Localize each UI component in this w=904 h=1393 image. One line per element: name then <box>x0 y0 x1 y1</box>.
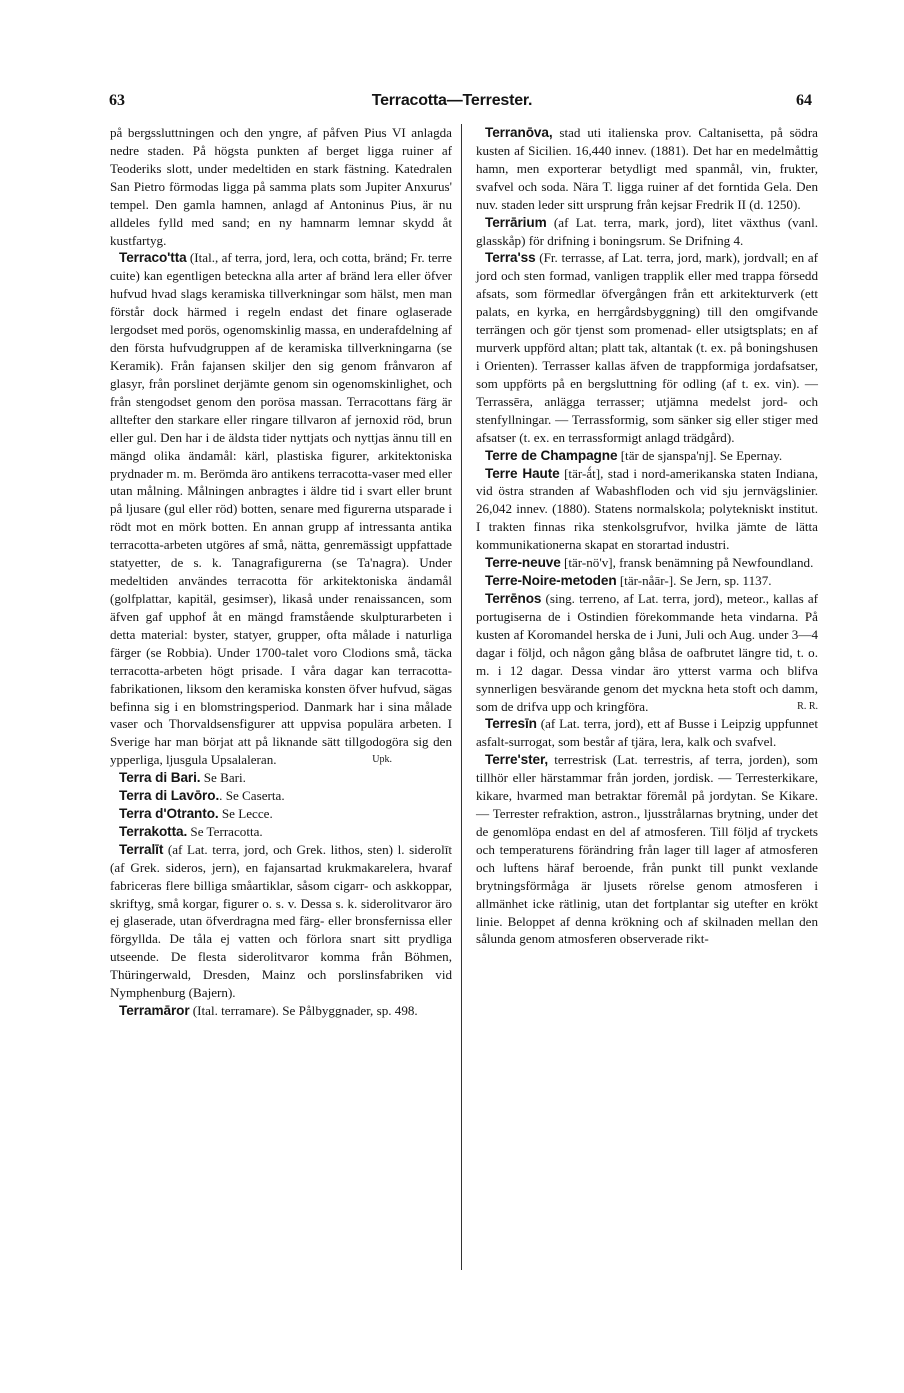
entry-terramaror <box>110 1002 452 1020</box>
entry-terre-neuve <box>476 554 818 572</box>
entry-headword: Terre de Champagne <box>485 447 618 463</box>
entry-headword: Terresīn <box>485 716 537 732</box>
signature-rr: R. R. <box>797 700 818 712</box>
entry-terralit <box>110 841 452 1002</box>
entry-text: Se Bari. <box>200 770 246 786</box>
page-number-left: 63 <box>109 92 125 109</box>
entry-headword: Terralīt <box>119 841 164 857</box>
entry-headword: Terramāror <box>119 1003 190 1019</box>
entry-text: (af Lat. terra, jord), ett af Busse i Leipzig uppfunnet asfalt-surrogat, som består af tjära, lera, kalk och svafvel. <box>476 716 818 750</box>
entry-terre-haute <box>476 465 818 555</box>
entry-text: (Ital., af terra, jord, lera, och cotta, bränd; Fr. terre cuite) kan egentligen betecknа alla arter af bränd lera eller öfver hufvud hvad slags keramiska tillverkningar som hälst, men man förstår dock härmed i regeln endast det finare oglaserade lergodset med porös, ogenomskinlig massa, en underafdelning af den första hufvudgruppen af de keramiska tillverkningarna (se Keramik). Från fajansen skiljer den sig genom frånvaron af glasyr, från porslinet derjämte genom sin ogenomskinlighet, och från stengodset genom den porösa massan. Terracottans färg är alltefter den starkare eller ringare tillvaron af jernoxid röd, brun eller gul. Den har i de äldsta tider nyttjats och nyttjas ännu till en mängd olika ändamål: kärl, plastiska figurer, arkitektoniska prydnader m. m. Berömda äro antikens terracotta-vaser med eller utan målning. Målningen anbragtes i äldre tid i svart eller brunt på ljusare (gul eller röd) botten, senare med figurerna utsparade i rödt mot en mörk botten. En annan grupp af intressanta antika terracotta-arbeten utgöres af små, nätta, genremässigt uppfattade statyetter, de s. k. Tanagrafigurerna (se Ta'nagra). Under medeltiden användes terracotta för arkitektoniska ändamål (golfplattar, kapitäl, gesimser), likaså under renaissancen, som äfven gaf upphof åt en mängd framstående skulpturarbeten i detta material: byster, statyer, grupper, ofta målade i naturliga färger (se Robbia). Under 1700-talet voro Clodions små, täcka terracotta-arbeten högt prisade. I våra dagar kan terracotta-fabrikationen, liksom den keramiska konsten öfver hufvud, sägas befinna sig i en blomstringsperiod. Danmark har i sina målade vaser och Thorvaldsensfigurer att uppvisa populära arbeten. I Sverige har man börjat att på liknande sätt tillgodogöra sig den ypperliga, ljusgula Upsalaleran. <box>110 250 452 768</box>
entry-text: Se Lecce. <box>218 805 273 821</box>
entry-terre-noire-metoden <box>476 572 818 590</box>
entry-headword: Terrārium <box>485 214 547 230</box>
entry-headword: Terre-neuve <box>485 555 561 571</box>
entry-terra-di-lavoro <box>110 787 452 805</box>
entry-text: (af Lat. terra, mark, jord), litet växthus (vanl. glasskåp) för drifning i boningsrum. Se Drifning 4. <box>476 214 818 248</box>
entry-text: (Fr. terrasse, af Lat. terra, jord, mark), jordvall; en af jord och sten formad, vanligen trapplik eller med trappa försedd afsats, som förmedlar öfvergången från ett arkitekturverk (ett palats, en kyrka, en herrgårdsbyggning) till den omgifvande terrängen och gör tjenst som promenad- eller utsigtsplats; en af murverk uppförd altan; platt tak, altantak (t. ex. på boningshusen i Orienten). Terrasser kallas äfven de trappformiga jordafsatser, som uppförts på en bergsluttning för odling (af t. ex. vin). — Terrassēra, anlägga terrasser; utjämna medelst jord- och stenfyllningar. — Terrassformig, som sänker sig eller stiger med afsatser (t. ex. en terrassformigt anlagd trädgård). <box>476 250 818 445</box>
entry-terrakotta <box>110 823 452 841</box>
entry-terresin <box>476 715 818 751</box>
entry-text: (Ital. terramare). Se Pålbyggnader, sp. 498. <box>189 1003 418 1019</box>
entry-headword: Terrakotta. <box>119 823 188 839</box>
entry-text: (sing. terreno, af Lat. terra, jord), meteor., kallas af portugiserna de i Ostindien förekommande heta vindarna. På kusten af Koromandel herska de i Juni, Juli och Aug. under 3—4 dagar i följd, och någon gång blåsa de oafbrutet längre tid, t. o. m. i 12 dagar. Dessa vindar äro ytterst varma och blifva synnerligen besvärande genom det myckna heta stoft och damm, som de drifva upp och kringföra. <box>476 590 818 714</box>
entry-terrass <box>476 249 818 446</box>
column-divider <box>461 124 462 1270</box>
entry-headword: Terra di Bari. <box>119 770 201 786</box>
entry-text: [tär-ǻt], stad i nord-amerikanska staten Indiana, vid östra stranden af Wabashfloden och vid sju jernvägslinier. 26,042 innev. (1880). Statens normalskola; polytekniskt institut. I trakten finnas rika stenkolsgrufvor, hvilka jämte de lätta kommunikationerna skapat en storartad industri. <box>476 465 818 553</box>
entry-text: terrestrisk (Lat. terrestris, af terra, jorden), som tillhör eller härstammar från jorden, jordisk. — Terresterkikare, kikare, hvarmed man betraktar föremål på jordytan. Se Kikare. — Terrester refraktion, astron., ljusstrålarnas brytning, under det de genomlöpa endast en del af atmosferen. Till följd af tryckets och temperaturens förändring från lager till lager af atmosferen och luftens häraf beroende, från punkt till punkt vexlande brytningsförmåga är ljusets rörelse genom atmosferen i allmänhet icke rätlinig, utan det fortplantar sig utefter en krökt linie. Beloppet af denna krökning och af skilnaden mellan den sålunda genom atmosferen observerade rikt- <box>476 752 818 947</box>
entry-terrester <box>476 751 818 948</box>
entry-headword: Terra di Lavōro. <box>119 788 220 804</box>
entry-terra-di-bari <box>110 769 452 787</box>
entry-text: stad uti italienska prov. Caltanisetta, på södra kusten af Sicilien. 16,440 innev. (1881). Det har en medelmåttig hamn, men exporterar betydligt med spanmål, vin, frukter, svafvel och soda. Nära T. ligga ruiner af det forntida Gela. Den nuv. staden leder sitt ursprung från kejsar Fredrik II (d. 1250). <box>476 125 818 212</box>
entry-text: Se Terracotta. <box>187 823 263 839</box>
entry-terrenos <box>476 590 818 715</box>
entry-continuation <box>110 124 452 249</box>
entry-terrarium <box>476 214 818 250</box>
entry-text: . Se Caserta. <box>219 788 285 804</box>
entry-headword: Terraco'tta <box>119 250 187 266</box>
entry-headword: Terrēnos <box>485 590 542 606</box>
right-column <box>476 124 818 948</box>
entry-text: [tär-nåār-]. Se Jern, sp. 1137. <box>616 573 772 589</box>
entry-headword: Terra'ss <box>485 250 536 266</box>
entry-text: [tär-nö'v], fransk benämning på Newfoundland. <box>560 555 814 571</box>
entry-terracotta <box>110 249 452 769</box>
entry-headword: Terre-Noire-metoden <box>485 573 617 589</box>
entry-headword: Terranōva, <box>485 125 553 140</box>
entry-headword: Terre Haute <box>485 465 560 481</box>
left-column <box>110 124 452 1020</box>
entry-text: [tär de sjanspa'nj]. Se Epernay. <box>617 447 783 463</box>
page-number-right: 64 <box>796 92 812 109</box>
entry-terra-d-otranto <box>110 805 452 823</box>
entry-headword: Terre'ster, <box>485 752 549 768</box>
entry-terranova <box>476 124 818 214</box>
signature-upk: Upk. <box>372 754 392 766</box>
entry-text: på bergssluttningen och den yngre, af påfven Pius VI anlagda nedre staden. På högsta punkten af berget ligga ruiner af Teoderiks slott, under medeltiden en stark fästning. Katedralen San Pietro förmodas ligga på samma plats som Jupiter Anxurus' tempel. Den gamla hamnen, anlagd af Antoninus Pius, är nu alldeles fylld med sand; en ny hamnarm lemnar skydd åt kustfartyg. <box>110 125 452 248</box>
entry-headword: Terra d'Otranto. <box>119 805 219 821</box>
entry-terre-de-champagne <box>476 447 818 465</box>
running-header-title: Terracotta—Terrester. <box>371 92 533 109</box>
entry-text: (af Lat. terra, jord, och Grek. lithos, sten) l. siderolīt (af Grek. sideros, jern), en fajansartad krukmakarelera, hvaraf fabriceras flere billiga småartiklar, såsom cigarr- och askkoppar, skriftyg, små korgar, figurer o. s. v. Dessa s. k. siderolitvaror äro ej glaserade, utan öfverdragna med färg- eller bronsfernissa eller förgyllda. De tåla ej vatten och förlora snart sitt prydliga utseende. De flesta siderolitvaror komma från Böhmen, Thüringerwald, Dresden, Mainz och porslinsfabriken vid Nymphenburg (Bajern). <box>110 841 452 1001</box>
